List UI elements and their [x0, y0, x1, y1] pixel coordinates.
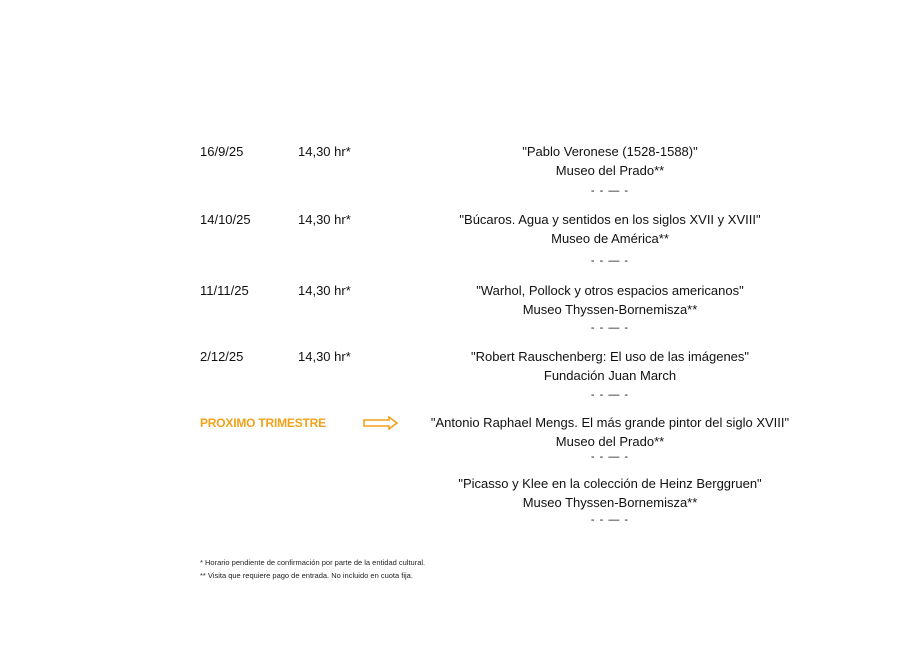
next-event-venue: Museo Thyssen-Bornemisza**	[522, 495, 698, 510]
event-time: 14,30 hr*	[298, 283, 351, 298]
event-venue: Museo de América**	[551, 231, 669, 246]
event-date: 14/10/25	[200, 212, 251, 227]
event-title: "Warhol, Pollock y otros espacios americanos"	[476, 283, 744, 298]
event-title: "Pablo Veronese (1528-1588)"	[522, 144, 698, 159]
event-separator: - - — -	[590, 389, 630, 401]
event-separator: - - — -	[590, 185, 630, 197]
event-separator: - - — -	[590, 322, 630, 334]
next-event-separator: - - — -	[590, 514, 630, 526]
event-time: 14,30 hr*	[298, 144, 351, 159]
event-venue: Museo Thyssen-Bornemisza**	[522, 302, 698, 317]
next-event-venue: Museo del Prado**	[555, 434, 665, 449]
next-quarter-label: PROXIMO TRIMESTRE	[200, 416, 326, 430]
footnote-schedule: * Horario pendiente de confirmación por parte de la entidad cultural.	[200, 558, 426, 567]
next-event-title: "Picasso y Klee en la colección de Heinz Berggruen"	[458, 476, 762, 491]
event-venue: Fundación Juan March	[543, 368, 677, 383]
event-time: 14,30 hr*	[298, 212, 351, 227]
next-event-title: "Antonio Raphael Mengs. El más grande pintor del siglo XVIII"	[430, 415, 790, 430]
event-title: "Búcaros. Agua y sentidos en los siglos XVII y XVIII"	[459, 212, 761, 227]
event-time: 14,30 hr*	[298, 349, 351, 364]
event-venue: Museo del Prado**	[555, 163, 665, 178]
event-date: 16/9/25	[200, 144, 244, 159]
event-separator: - - — -	[590, 255, 630, 267]
event-date: 2/12/25	[200, 349, 244, 364]
next-event-separator: - - — -	[590, 451, 630, 463]
event-title: "Robert Rauschenberg: El uso de las imágenes"	[470, 349, 750, 364]
event-date: 11/11/25	[200, 283, 249, 298]
footnotes	[200, 556, 425, 582]
footnote-entrance-fee: ** Visita que requiere pago de entrada. No incluido en cuota fija.	[200, 571, 413, 580]
